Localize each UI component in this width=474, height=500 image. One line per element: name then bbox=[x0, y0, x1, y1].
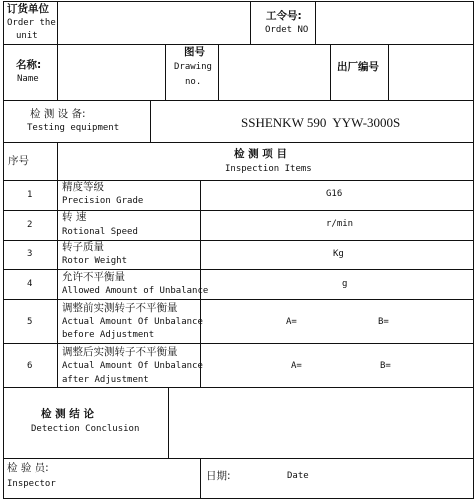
seq-header: 序号 bbox=[8, 155, 29, 167]
rule-top bbox=[3, 1, 474, 2]
row-5-a: A= bbox=[286, 317, 297, 327]
inspector-cn: 检 验 员: bbox=[7, 462, 49, 474]
row-3-cn: 转子质量 bbox=[62, 241, 104, 253]
order-unit-cn: 订货单位 bbox=[7, 3, 49, 15]
inspector-en: Inspector bbox=[7, 479, 56, 489]
row-2-en: Rotional Speed bbox=[62, 227, 138, 237]
row-5-cn: 调整前实测转子不平衡量 bbox=[62, 302, 178, 314]
row-4-en: Allowed Amount of Unbalance bbox=[62, 286, 209, 296]
name-en: Name bbox=[17, 74, 39, 84]
name-cn: 名称: bbox=[16, 59, 42, 71]
row-4-cn: 允许不平衡量 bbox=[62, 271, 125, 283]
rule-1 bbox=[3, 44, 474, 45]
vline-r1-a bbox=[57, 1, 58, 45]
drawing-no-en1: Drawing bbox=[174, 62, 212, 72]
vline-inspector bbox=[200, 458, 201, 499]
date-en: Date bbox=[287, 471, 309, 481]
date-cn: 日期: bbox=[206, 470, 231, 482]
inspection-items-en: Inspection Items bbox=[225, 164, 312, 174]
row-1-value: G16 bbox=[326, 189, 343, 199]
vline-r2-c bbox=[218, 44, 219, 101]
conclusion-cn: 检 测 结 论 bbox=[41, 408, 94, 420]
vline-r2-a bbox=[57, 44, 58, 101]
row-6-en2: after Adjustment bbox=[62, 375, 149, 385]
row-2-no: 2 bbox=[27, 220, 33, 230]
order-no-cn: 工令号: bbox=[266, 10, 302, 22]
row-5-b: B= bbox=[378, 317, 389, 327]
factory-no-cn: 出厂编号 bbox=[337, 61, 379, 73]
row-6-en1: Actual Amount Of Unbalance bbox=[62, 361, 203, 371]
rule-8 bbox=[3, 299, 474, 300]
drawing-no-cn: 图号 bbox=[184, 46, 205, 58]
row-4-value: g bbox=[342, 279, 348, 289]
row-2-cn: 转 速 bbox=[62, 211, 87, 223]
vline-r1-b bbox=[250, 1, 251, 45]
order-unit-en1: Order the bbox=[7, 18, 56, 28]
vline-conclusion bbox=[168, 387, 169, 459]
vline-r1-c bbox=[315, 1, 316, 45]
row-1-no: 1 bbox=[27, 190, 33, 200]
vline-r2-e bbox=[388, 44, 389, 101]
row-2-value: r/min bbox=[326, 219, 354, 229]
testing-equipment-value: SSHENKW 590 YYW-3000S bbox=[241, 115, 401, 130]
order-unit-en2: unit bbox=[16, 31, 38, 41]
row-1-en: Precision Grade bbox=[62, 196, 144, 206]
rule-bottom bbox=[3, 498, 474, 499]
testing-equipment-en: Testing equipment bbox=[27, 123, 120, 133]
vline-r2-d bbox=[330, 44, 331, 101]
rule-2 bbox=[3, 100, 474, 101]
row-6-b: B= bbox=[380, 361, 391, 371]
testing-equipment-cn: 检 测 设 备: bbox=[30, 108, 86, 120]
row-5-en1: Actual Amount Of Unbalance bbox=[62, 317, 203, 327]
vline-r2-b bbox=[165, 44, 166, 101]
row-3-en: Rotor Weight bbox=[62, 256, 128, 266]
vline-items bbox=[200, 180, 201, 388]
row-3-no: 3 bbox=[27, 249, 33, 259]
rule-9 bbox=[3, 343, 474, 344]
order-no-en: Ordet NO bbox=[265, 25, 309, 35]
rule-7 bbox=[3, 269, 474, 270]
conclusion-en: Detection Conclusion bbox=[31, 424, 140, 434]
row-6-a: A= bbox=[291, 361, 302, 371]
rule-11 bbox=[3, 458, 474, 459]
row-5-no: 5 bbox=[27, 317, 33, 327]
row-1-cn: 精度等级 bbox=[62, 181, 104, 193]
vline-r3 bbox=[150, 100, 151, 143]
row-3-value: Kg bbox=[333, 249, 344, 259]
row-6-cn: 调整后实测转子不平衡量 bbox=[62, 346, 178, 358]
vline-seq bbox=[57, 142, 58, 388]
inspection-items-cn: 检 测 项 目 bbox=[234, 148, 287, 160]
rule-10 bbox=[3, 387, 474, 388]
border-left bbox=[3, 1, 4, 499]
row-6-no: 6 bbox=[27, 361, 33, 371]
row-5-en2: before Adjustment bbox=[62, 330, 155, 340]
row-4-no: 4 bbox=[27, 279, 33, 289]
drawing-no-en2: no. bbox=[185, 77, 202, 87]
rule-3 bbox=[3, 142, 474, 143]
